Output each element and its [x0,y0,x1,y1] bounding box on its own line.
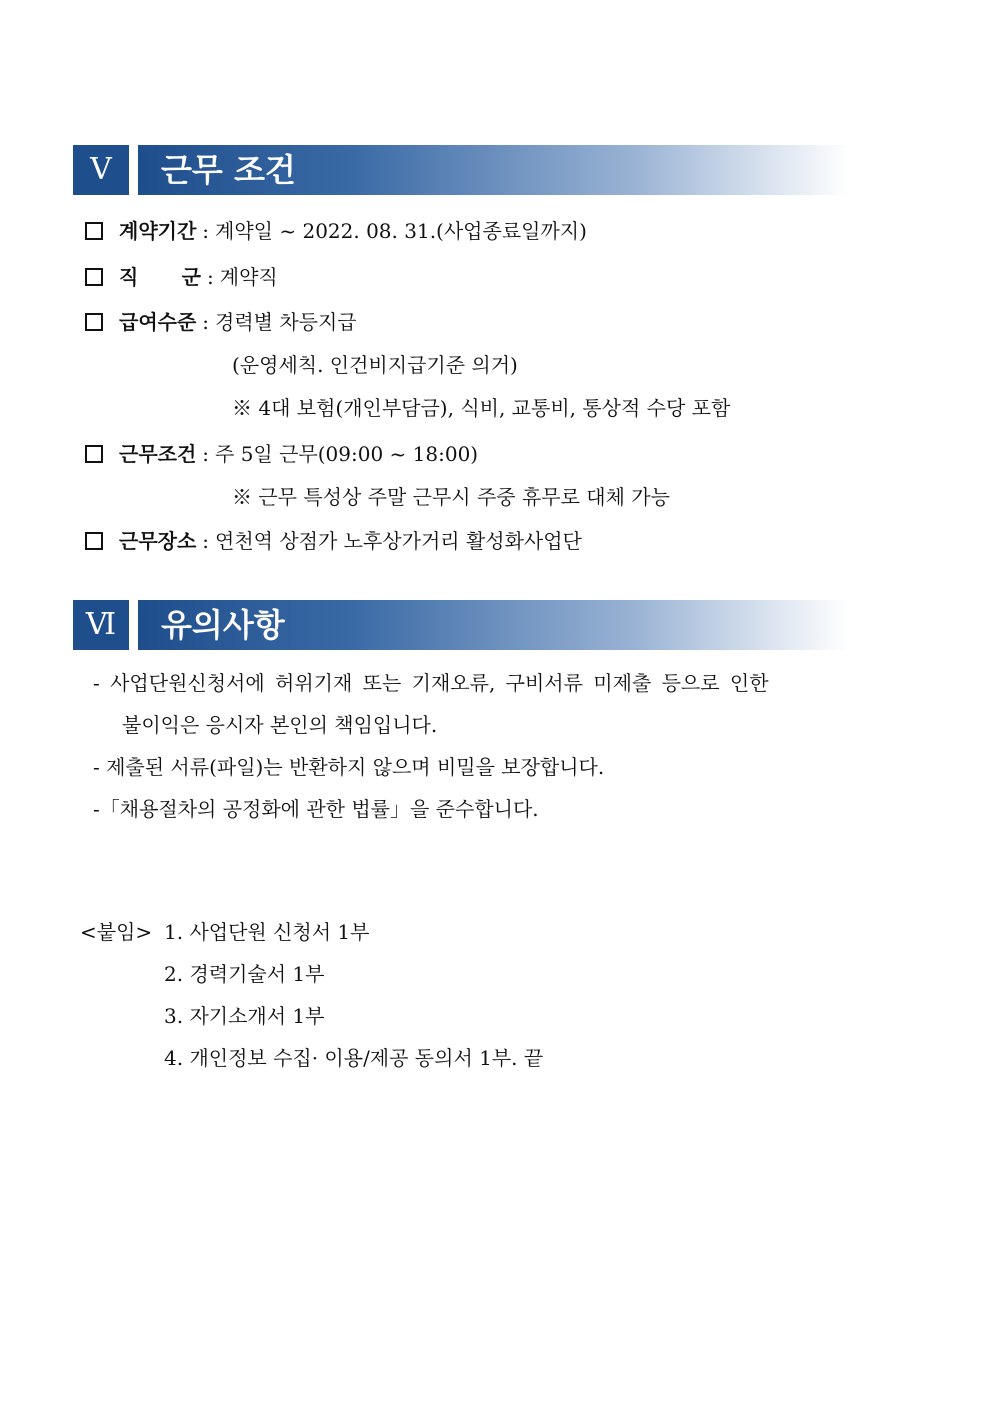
note-1-cont: 불이익은 응시자 본인의 책임입니다. [122,713,438,737]
item-value: 계약일 ~ 2022. 08. 31.(사업종료일까지) [215,219,587,243]
item-label: 근무장소 [119,529,197,553]
note-2: - 제출된 서류(파일)는 반환하지 않으며 비밀을 보장합니다. [93,755,605,779]
item-value: 주 5일 근무(09:00 ~ 18:00) [215,442,479,466]
item-label: 급여수준 [119,310,197,334]
note-1: - 사업단원신청서에 허위기재 또는 기재오류, 구비서류 미제출 등으로 인한 [93,671,769,695]
item-salary-sub2: ※ 4대 보험(개인부담금), 식비, 교통비, 통상적 수당 포함 [232,396,731,420]
checkbox-icon [85,222,103,240]
item-working-conditions-sub1: ※ 근무 특성상 주말 근무시 주중 휴무로 대체 가능 [232,485,670,509]
item-contract-period: 계약기간 : 계약일 ~ 2022. 08. 31.(사업종료일까지) [85,216,587,246]
section-5-title: 근무 조건 [161,151,296,189]
attachment-item-3: 3. 자기소개서 1부 [164,1004,325,1028]
attachment-label: <붙임> [80,920,153,944]
section-5-number: Ⅴ [73,145,129,195]
attachment-item-2: 2. 경력기술서 1부 [164,962,325,986]
item-value: 계약직 [219,265,278,289]
item-salary: 급여수준 : 경력별 차등지급 [85,307,357,337]
attachment-item-4: 4. 개인정보 수집· 이용/제공 동의서 1부. 끝 [164,1046,544,1070]
item-value: 경력별 차등지급 [215,310,357,334]
item-value: 연천역 상점가 노후상가거리 활성화사업단 [215,529,582,553]
checkbox-icon [85,445,103,463]
checkbox-icon [85,313,103,331]
attachment-item-1: 1. 사업단원 신청서 1부 [164,920,370,944]
item-label: 근무조건 [119,442,197,466]
section-6-title: 유의사항 [161,606,285,644]
item-job-type: 직 군 : 계약직 [85,262,278,292]
section-5-header [73,145,849,195]
item-label: 계약기간 [119,219,197,243]
section-6-number: Ⅵ [73,600,129,650]
note-3: -「채용절차의 공정화에 관한 법률」을 준수합니다. [93,797,539,821]
checkbox-icon [85,268,103,286]
item-work-location: 근무장소 : 연천역 상점가 노후상가거리 활성화사업단 [85,526,582,556]
item-label: 직 군 [119,265,201,289]
section-6-header [73,600,849,650]
item-salary-sub1: (운영세칙. 인건비지급기준 의거) [232,353,518,377]
item-working-conditions: 근무조건 : 주 5일 근무(09:00 ~ 18:00) [85,439,478,469]
checkbox-icon [85,532,103,550]
